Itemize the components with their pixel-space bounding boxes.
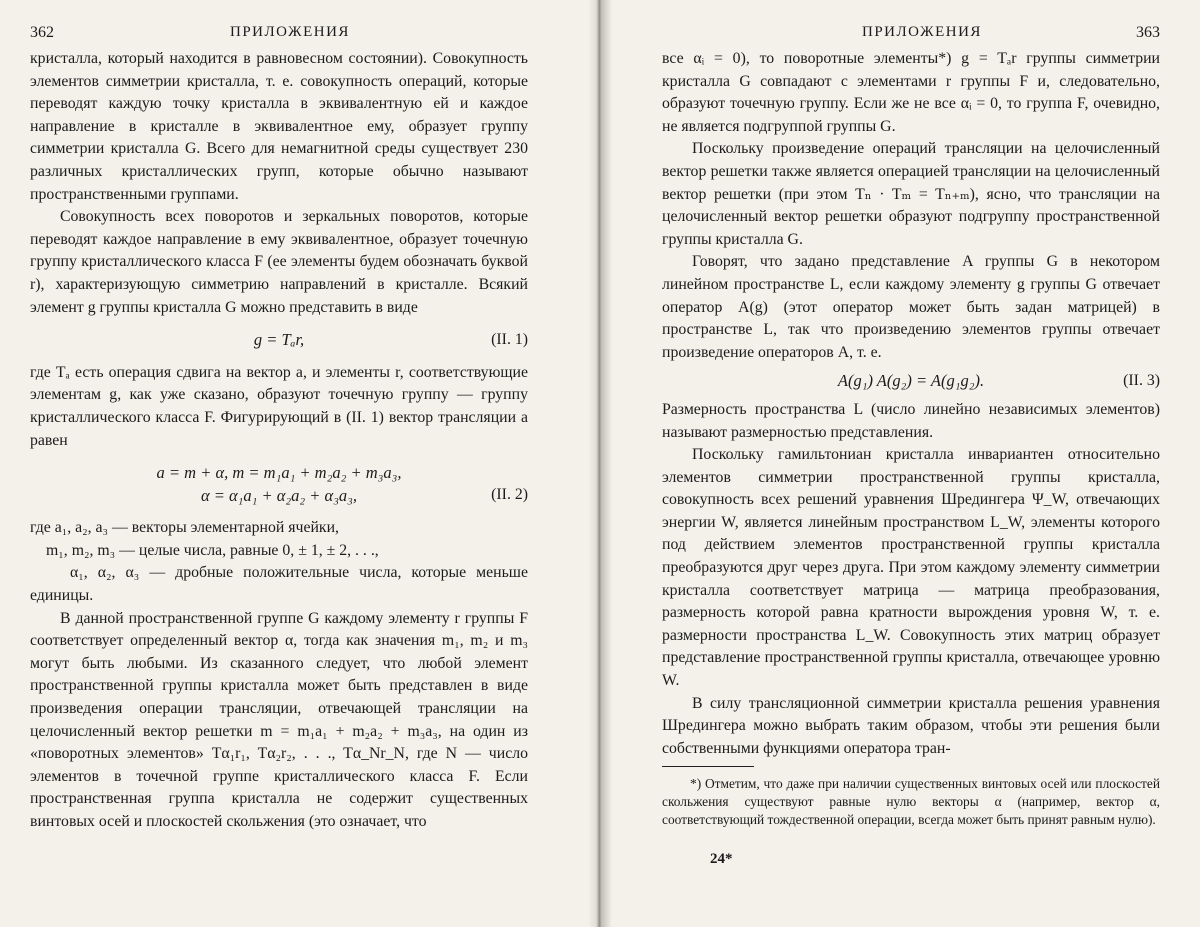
running-head-right xyxy=(662,18,1160,48)
left-page xyxy=(0,0,590,927)
right-body xyxy=(662,48,1160,760)
page-number-left: 362 xyxy=(30,24,54,41)
equation-II-1 xyxy=(30,329,528,352)
running-title-right: ПРИЛОЖЕНИЯ xyxy=(862,24,982,40)
paragraph: α₁, α₂, α₃ — дробные положительные числа, которые меньше единицы. xyxy=(30,564,528,605)
footnote: *) Отметим, что даже при наличии существенных винтовых осей или плоскостей скольжения существуют равные нулю векторы α (например, вектор α, соответствующий тождественной операции, всегда может быть принят равным нулю). xyxy=(662,776,1160,827)
running-title-left: ПРИЛОЖЕНИЯ xyxy=(230,24,350,40)
equation-text: g = Tₐr, xyxy=(253,330,305,350)
equation-text: A(g₁) A(g₂) = A(g₁g₂). xyxy=(837,371,985,391)
equation-number: (II. 3) xyxy=(1123,372,1160,390)
paragraph: Совокупность всех поворотов и зеркальных поворотов, которые переводят каждое направление в ему эквивалентное, образует точечную группу кристаллического класса F (ее элементы будем обозначать буквой r), характеризующую симметрию направлений в кристалле. Всякий элемент g группы кристалла G можно представить в виде xyxy=(30,208,528,316)
equation-number: (II. 2) xyxy=(491,486,528,504)
running-head-left xyxy=(30,18,528,48)
paragraph: Поскольку гамильтониан кристалла инвариантен относительно элементов симметрии пространственной группы кристалла, совокупность всех решений уравнения Шредингера Ψ_W, отвечающих энергии W, является линейным пространством L_W, элементы которого под действием элементов пространственной группы кристалла преобразуются друг через друга. При этом каждому элементу симметрии кристалла соответствует матрица — матрица преобразования, размерность которой равна кратности вырождения уровня W, т. е. размерности пространства L_W. Совокупность этих матриц образует представление пространственной группы кристалла, отвечающее уровню W. xyxy=(662,446,1160,690)
paragraph: В данной пространственной группе G каждому элементу r группы F соответствует определенный вектор α, тогда как значения m₁, m₂ и m₃ могут быть любыми. Из сказанного следует, что любой элемент пространственной группы кристалла может быть представлен в виде произведения операции трансляции, отвечающей трансляции на целочисленный вектор решетки m = m₁a₁ + m₂a₂ + m₃a₃, на один из «поворотных элементов» Tα₁r₁, Tα₂r₂, . . ., Tα_Nr_N, где N — число элементов в точечной группе кристаллического класса F. Если пространственная группа кристалла не содержит существенных винтовых осей и плоскостей скольжения (это означает, что xyxy=(30,609,528,830)
equation-II-3 xyxy=(662,370,1160,393)
paragraph: все αᵢ = 0), то поворотные элементы*) g = Tₐr группы симметрии кристалла G совпадают с элементами r группы F и, следовательно, образуют точечную группу. Если же не все αᵢ = 0, то группа F, очевидно, не является подгруппой группы G. xyxy=(662,50,1160,135)
equation-line: α = α₁a₁ + α₂a₂ + α₃a₃, xyxy=(200,485,358,505)
paragraph: m₁, m₂, m₃ — целые числа, равные 0, ± 1, ± 2, . . ., xyxy=(46,541,379,559)
paragraph: где Tₐ есть операция сдвига на вектор a, и элементы r, соответствующие элементам g, как уже сказано, образуют точечную группу — группу кристаллического класса F. Фигурирующий в (II. 1) вектор трансляции a равен xyxy=(30,363,528,449)
signature-mark: 24* xyxy=(710,850,733,867)
footnote-rule xyxy=(662,766,754,767)
right-page xyxy=(610,0,1200,927)
page-number-right: 363 xyxy=(1136,24,1160,41)
book-gutter xyxy=(588,0,612,927)
equation-number: (II. 1) xyxy=(491,331,528,349)
paragraph: Размерность пространства L (число линейно независимых элементов) называют размерностью представления. xyxy=(662,400,1160,441)
paragraph: Поскольку произведение операций трансляции на целочисленный вектор решетки также является операцией трансляции на целочисленный вектор решетки (при этом Tₙ · Tₘ = Tₙ₊ₘ), ясно, что трансляции на целочисленный вектор решетки образуют подгруппу пространственной группы кристалла G. xyxy=(662,140,1160,248)
paragraph: где a₁, a₂, a₃ — векторы элементарной ячейки, xyxy=(30,519,340,537)
equation-line: a = m + α, m = m₁a₁ + m₂a₂ + m₃a₃, xyxy=(156,463,402,483)
paragraph: кристалла, который находится в равновесном состоянии). Совокупность элементов симметрии кристалла, т. е. совокупность операций, которые переводят каждую точку кристалла в эквивалентную ей и каждое направление в кристалле в эквивалентное ему, образует группу симметрии кристалла G. Всего для немагнитной среды существует 230 различных кристаллических групп, которые обычно называют пространственными группами. xyxy=(30,50,528,203)
left-body xyxy=(30,48,528,834)
equation-II-2 xyxy=(30,462,528,507)
paragraph: Говорят, что задано представление A группы G в некотором линейном пространстве L, если каждому элементу g группы G отвечает оператор A(g) (этот оператор может быть задан матрицей) в пространстве L, так что произведению элементов группы отвечает произведение операторов A, т. е. xyxy=(662,253,1160,361)
paragraph: В силу трансляционной симметрии кристалла решения уравнения Шредингера можно выбрать таким образом, чтобы эти решения были собственными функциями оператора тран- xyxy=(662,694,1160,757)
